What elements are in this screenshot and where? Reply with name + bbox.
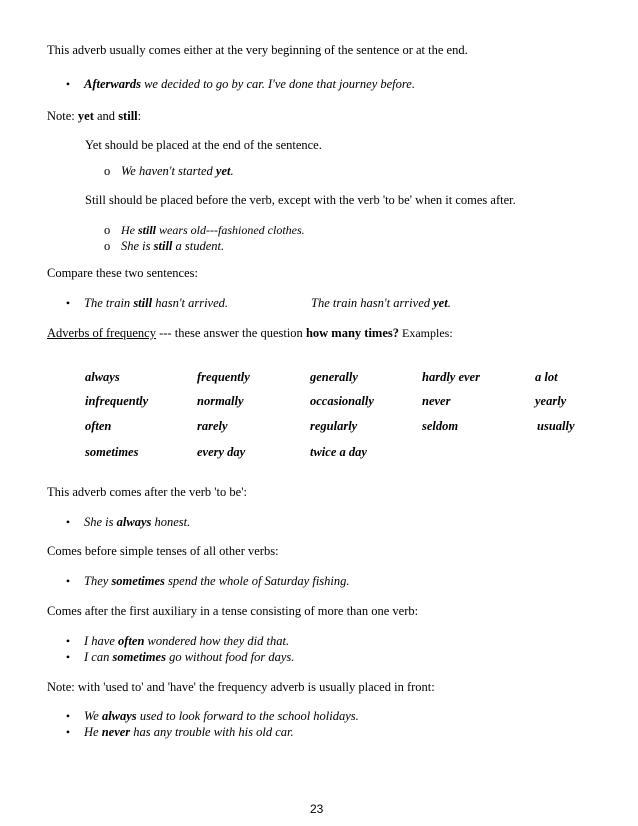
- bullet-icon: •: [65, 725, 71, 739]
- simple-text: Comes before simple tenses of all other verbs:: [47, 544, 279, 558]
- intro-text: This adverb usually comes either at the very beginning of the sentence or at the end.: [47, 43, 468, 57]
- note-colon: :: [137, 109, 142, 123]
- bullet-icon: •: [65, 650, 71, 664]
- marker-icon: o: [104, 223, 111, 237]
- example-after: wears old---fashioned clothes.: [156, 223, 305, 237]
- example-before: She is: [84, 515, 117, 529]
- bullet-icon: •: [65, 634, 71, 648]
- note-yet-still: [47, 108, 141, 124]
- example-after: used to look forward to the school holidays.: [136, 709, 359, 723]
- bullet-icon: •: [65, 77, 71, 91]
- example-after: .: [230, 164, 234, 178]
- example-after: a student.: [172, 239, 225, 253]
- adverb-cell: hardly ever: [422, 370, 480, 384]
- note2-example-2: [84, 724, 294, 740]
- adverb: never: [101, 725, 131, 739]
- example-before: The train: [84, 296, 134, 310]
- bullet-icon: •: [65, 515, 71, 529]
- aux-text: Comes after the first auxiliary in a tense consisting of more than one verb:: [47, 604, 419, 618]
- frequency-desc: --- these answer the question: [155, 326, 306, 340]
- adverb: yet: [433, 296, 448, 310]
- still-rule: Still should be placed before the verb, except with the verb 'to be' when it comes after.: [85, 193, 516, 207]
- bullet-icon: •: [65, 574, 71, 588]
- frequency-question: how many times?: [305, 326, 399, 340]
- compare-sentence-b: [311, 295, 451, 311]
- adverb: yet: [215, 164, 231, 178]
- adverb: sometimes: [111, 574, 165, 588]
- word-yet: yet: [77, 109, 94, 123]
- adverb-cell: yearly: [535, 394, 567, 408]
- bullet-icon: •: [65, 709, 71, 723]
- adverb-cell: regularly: [310, 419, 358, 433]
- example-before: I have: [84, 634, 119, 648]
- adverb: always: [101, 709, 137, 723]
- adverb-cell: often: [85, 419, 112, 433]
- word-still: still: [118, 109, 138, 123]
- adverb-cell: rarely: [197, 419, 228, 433]
- example-before: We haven't started: [121, 164, 216, 178]
- yet-rule: Yet should be placed at the end of the sentence.: [85, 138, 322, 152]
- example-after: spend the whole of Saturday fishing.: [164, 574, 350, 588]
- note2-example-1: [84, 708, 359, 724]
- tobe-example: [84, 514, 190, 530]
- adverb: still: [133, 296, 153, 310]
- adverb-cell: frequently: [197, 370, 250, 384]
- example-afterwards: [84, 76, 415, 92]
- adverb-cell: every day: [197, 445, 246, 459]
- example-after: go without food for days.: [165, 650, 295, 664]
- adverb-cell: generally: [310, 370, 358, 384]
- note-prefix: Note:: [47, 109, 78, 123]
- still-example-1: [121, 222, 305, 238]
- aux-example-1: [84, 633, 289, 649]
- adverb-cell: seldom: [422, 419, 459, 433]
- marker-icon: o: [104, 164, 111, 178]
- tobe-text: This adverb comes after the verb 'to be':: [47, 485, 247, 499]
- still-example-2: [121, 238, 224, 254]
- adverb: still: [138, 223, 157, 237]
- example-after: honest.: [151, 515, 191, 529]
- frequency-heading: [47, 325, 453, 341]
- adverb-cell: sometimes: [85, 445, 139, 459]
- marker-icon: o: [104, 239, 111, 253]
- page-number: 23: [310, 802, 324, 816]
- note-used-to: Note: with 'used to' and 'have' the frequency adverb is usually placed in front:: [47, 680, 435, 694]
- example-before: I can: [84, 650, 113, 664]
- adverb-cell: normally: [197, 394, 244, 408]
- frequency-title: Adverbs of frequency: [47, 326, 156, 340]
- examples-label: Examples:: [399, 326, 453, 340]
- adverb-cell: a lot: [535, 370, 558, 384]
- example-before: We: [84, 709, 102, 723]
- adverb: still: [153, 239, 173, 253]
- example-after: wondered how they did that.: [144, 634, 290, 648]
- example-rest: we decided to go by car. I've done that journey before.: [140, 77, 415, 91]
- example-before: She is: [121, 239, 154, 253]
- example-before: He: [84, 725, 102, 739]
- example-before: They: [84, 574, 112, 588]
- example-after: has any trouble with his old car.: [130, 725, 294, 739]
- adverb: often: [118, 634, 145, 648]
- yet-example: [121, 163, 234, 179]
- adverb: sometimes: [112, 650, 166, 664]
- simple-example: [84, 573, 350, 589]
- example-before: The train hasn't arrived: [311, 296, 434, 310]
- adverb-cell: twice a day: [310, 445, 367, 459]
- compare-text: Compare these two sentences:: [47, 266, 198, 280]
- adverb-cell: never: [422, 394, 451, 408]
- example-after: hasn't arrived.: [152, 296, 229, 310]
- adverb-cell: occasionally: [310, 394, 374, 408]
- adverb-cell: infrequently: [85, 394, 149, 408]
- adverb: Afterwards: [84, 77, 141, 91]
- compare-sentence-a: [84, 295, 228, 311]
- example-after: .: [447, 296, 451, 310]
- adverb: always: [116, 515, 152, 529]
- note-and: and: [93, 109, 119, 123]
- example-before: He: [121, 223, 138, 237]
- adverb-cell: usually: [537, 419, 575, 433]
- adverb-cell: always: [85, 370, 120, 384]
- bullet-icon: •: [65, 296, 71, 310]
- aux-example-2: [84, 649, 294, 665]
